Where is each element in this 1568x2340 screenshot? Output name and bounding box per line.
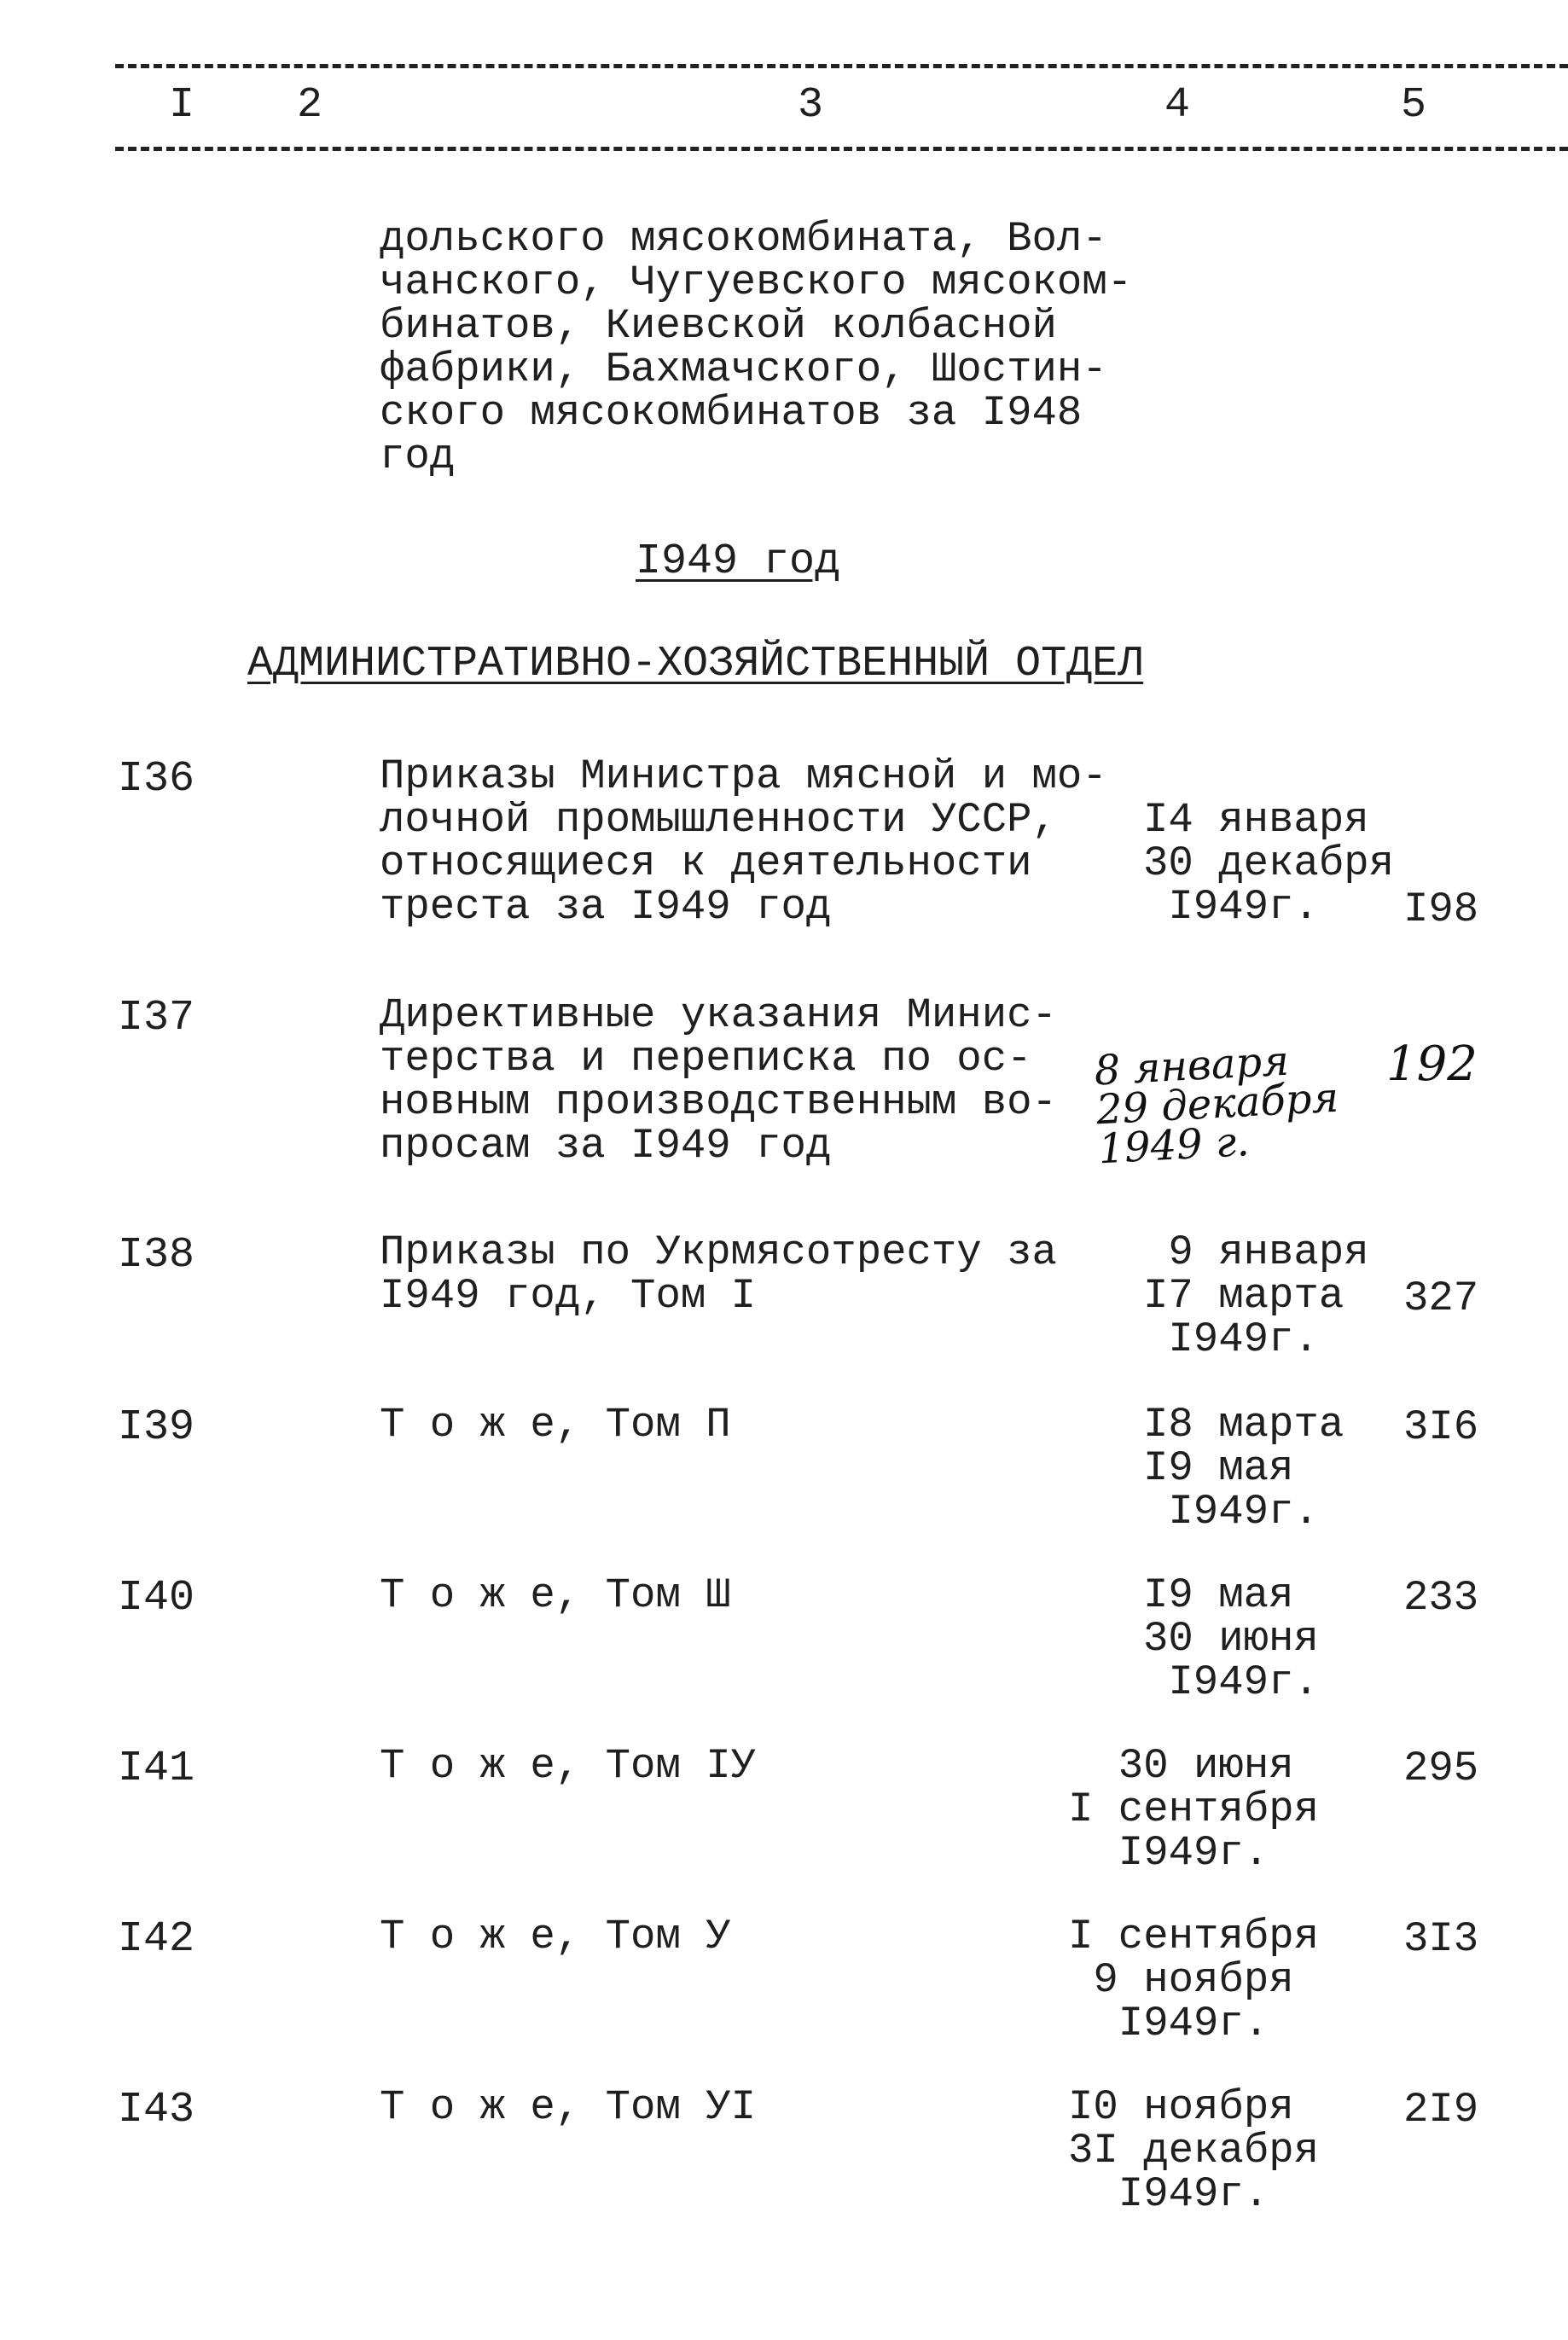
entry-title-137: Директивные указания Минис- терства и переписка по ос- новным производственным во- просам за I949 год <box>380 991 1057 1170</box>
entry-number-136: I36 <box>118 755 195 804</box>
entry-dates-137-handwritten: 8 января 29 декабря 1949 г. <box>1093 1036 1340 1174</box>
entry-dates-139: I8 марта I9 мая I949г. <box>1143 1401 1344 1536</box>
column-header-3: 3 <box>798 81 824 130</box>
entry-sheets-139: 3I6 <box>1403 1403 1479 1451</box>
entry-sheets-136: I98 <box>1403 885 1479 933</box>
entry-sheets-143: 2I9 <box>1403 2086 1479 2134</box>
entry-number-140: I40 <box>118 1574 195 1623</box>
entry-title-136: Приказы Министра мясной и мо- лочной промышленности УССР, относящиеся к деятельности треста за I949 год <box>380 752 1107 931</box>
entry-sheets-137-handwritten: 192 <box>1386 1036 1478 1092</box>
column-header-4: 4 <box>1164 81 1191 130</box>
entry-dates-143: I0 ноября 3I декабря I949г. <box>1068 2083 1320 2218</box>
column-header-5: 5 <box>1401 81 1427 130</box>
entry-title-140: Т о ж е, Том Ш <box>380 1571 731 1619</box>
entry-dates-142: I сентября 9 ноября I949г. <box>1068 1913 1320 2047</box>
entry-dates-140: I9 мая 30 июня I949г. <box>1143 1571 1319 1706</box>
entry-sheets-138: 327 <box>1403 1275 1479 1322</box>
column-header-2: 2 <box>297 81 323 130</box>
section-heading: АДМИНИСТРАТИВНО-ХОЗЯЙСТВЕННЫЙ ОТДЕЛ <box>247 640 1144 688</box>
entry-dates-138: 9 января I7 марта I949г. <box>1143 1228 1369 1363</box>
entry-sheets-140: 233 <box>1403 1574 1479 1622</box>
entry-number-143: I43 <box>118 2086 195 2134</box>
entry-dates-136: I4 января 30 декабря I949г. <box>1143 796 1395 931</box>
entry-number-141: I41 <box>118 1745 195 1793</box>
entry-sheets-142: 3I3 <box>1403 1915 1479 1963</box>
year-heading: I949 год <box>636 537 841 586</box>
entry-title-139: Т о ж е, Том П <box>380 1401 731 1449</box>
entry-number-138: I38 <box>118 1231 195 1280</box>
entry-title-138: Приказы по Укрмясотресту за I949 год, Том I <box>380 1228 1057 1320</box>
entry-number-142: I42 <box>118 1915 195 1964</box>
header-bottom-rule <box>115 147 1568 151</box>
entry-title-143: Т о ж е, Том УI <box>380 2083 757 2131</box>
entry-dates-141: 30 июня I сентября I949г. <box>1068 1742 1320 1877</box>
entry-number-137: I37 <box>118 994 195 1042</box>
entry-sheets-141: 295 <box>1403 1745 1479 1792</box>
entry-title-142: Т о ж е, Том У <box>380 1913 731 1960</box>
header-top-rule <box>115 64 1568 68</box>
entry-title-141: Т о ж е, Том IУ <box>380 1742 757 1790</box>
column-header-1: I <box>169 81 195 130</box>
entry-number-139: I39 <box>118 1403 195 1452</box>
carryover-title: дольского мясокомбината, Вол- чанского, Чугуевского мясоком- бинатов, Киевской колбасной фабрики, Бахмачского, Шостин- ского мясокомбинатов за I948 год <box>380 215 1133 480</box>
